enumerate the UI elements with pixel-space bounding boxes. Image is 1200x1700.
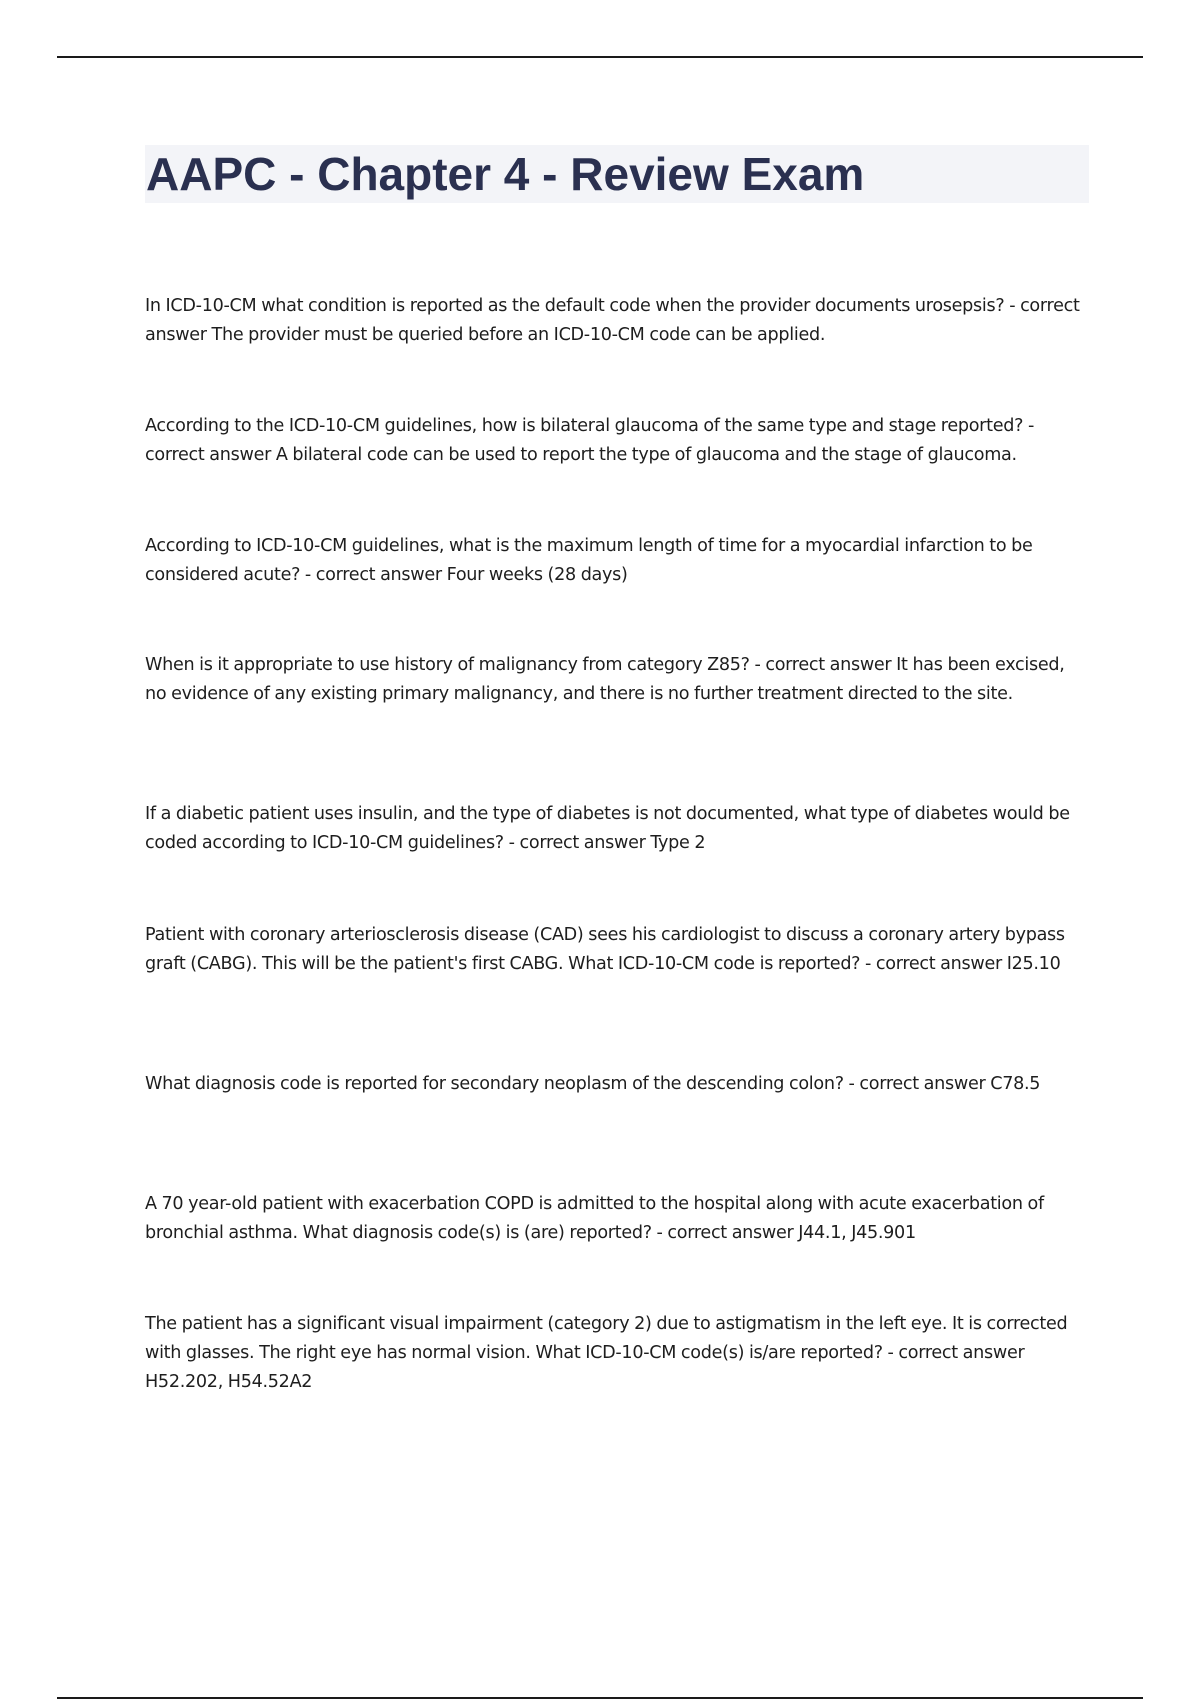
answer-text: C78.5 xyxy=(990,1074,1041,1094)
qa-item-3: According to ICD-10-CM guidelines, what is the maximum length of time for a myocardial infarction to be considered acute? - correct answer Four weeks (28 days) xyxy=(145,536,1033,585)
answer-label: correct answer xyxy=(898,1343,1025,1363)
top-divider xyxy=(57,56,1143,58)
answer-text: H52.202, H54.52A2 xyxy=(145,1372,313,1392)
answer-label: correct answer xyxy=(875,954,1002,974)
qa-item-2: According to the ICD-10-CM guidelines, how is bilateral glaucoma of the same type and stage reported? - correct answer A bilateral code can be used to report the type of glaucoma and the stage of glaucoma. xyxy=(145,416,1034,465)
answer-label: correct answer xyxy=(859,1074,986,1094)
answer-label: correct answer xyxy=(667,1223,794,1243)
qa-item-5: If a diabetic patient uses insulin, and the type of diabetes is not documented, what type of diabetes would be coded according to ICD-10-CM guidelines? - correct answer Type 2 xyxy=(145,804,1070,853)
answer-label: correct answer xyxy=(315,565,442,585)
answer-text: I25.10 xyxy=(1006,954,1061,974)
qa-item-9: The patient has a significant visual impairment (category 2) due to astigmatism in the left eye. It is corrected with glasses. The right eye has normal vision. What ICD-10-CM code(s) is/are reported? - correct answer H52.202, H54.52A2 xyxy=(145,1314,1068,1392)
document-title: AAPC - Chapter 4 - Review Exam xyxy=(146,148,865,200)
answer-text: It has been excised, no evidence of any existing primary malignancy, and there is no further treatment directed to the site. xyxy=(145,655,1065,704)
answer-text: A bilateral code can be used to report the type of glaucoma and the stage of glaucoma. xyxy=(275,445,1017,465)
answer-text: Four weeks (28 days) xyxy=(446,565,628,585)
qa-item-1: In ICD-10-CM what condition is reported as the default code when the provider documents urosepsis? - correct answer The provider must be queried before an ICD-10-CM code can be applied. xyxy=(145,296,1080,345)
answer-label: correct answer xyxy=(765,655,892,675)
question-text: A 70 year-old patient with exacerbation COPD is admitted to the hospital along with acute exacerbation of bronchial asthma. What diagnosis code(s) is (are) reported? xyxy=(145,1194,1044,1243)
question-text: The patient has a significant visual impairment (category 2) due to astigmatism in the left eye. It is corrected with glasses. The right eye has normal vision. What ICD-10-CM code(s) is/are reported? xyxy=(145,1314,1068,1363)
bottom-divider xyxy=(57,1697,1143,1699)
answer-label: correct answer xyxy=(145,296,1080,345)
qa-item-4: When is it appropriate to use history of malignancy from category Z85? - correct answer It has been excised, no evidence of any existing primary malignancy, and there is no further treatment directed to the site. xyxy=(145,655,1065,704)
question-text: In ICD-10-CM what condition is reported as the default code when the provider documents urosepsis? xyxy=(145,296,1005,316)
answer-text: J44.1, J45.901 xyxy=(798,1223,916,1243)
answer-text: Type 2 xyxy=(650,833,706,853)
question-text: Patient with coronary arteriosclerosis disease (CAD) sees his cardiologist to discuss a coronary artery bypass graft (CABG). This will be the patient's first CABG. What ICD-10-CM code is reported? xyxy=(145,925,1065,974)
answer-text: The provider must be queried before an ICD-10-CM code can be applied. xyxy=(211,325,826,345)
answer-label: correct answer xyxy=(519,833,646,853)
question-text: If a diabetic patient uses insulin, and the type of diabetes is not documented, what type of diabetes would be coded according to ICD-10-CM guidelines? xyxy=(145,804,1070,853)
question-text: According to the ICD-10-CM guidelines, how is bilateral glaucoma of the same type and stage reported? xyxy=(145,416,1024,436)
qa-item-6: Patient with coronary arteriosclerosis disease (CAD) sees his cardiologist to discuss a coronary artery bypass graft (CABG). This will be the patient's first CABG. What ICD-10-CM code is reported? - correct answer I25.10 xyxy=(145,925,1065,974)
qa-item-8: A 70 year-old patient with exacerbation COPD is admitted to the hospital along with acute exacerbation of bronchial asthma. What diagnosis code(s) is (are) reported? - correct answer J44.1, J45.901 xyxy=(145,1194,1044,1243)
answer-label: correct answer xyxy=(145,445,272,465)
qa-item-7: What diagnosis code is reported for secondary neoplasm of the descending colon? - correct answer C78.5 xyxy=(145,1074,1041,1094)
question-text: When is it appropriate to use history of malignancy from category Z85? xyxy=(145,655,750,675)
question-text: According to ICD-10-CM guidelines, what is the maximum length of time for a myocardial infarction to be considered acute? xyxy=(145,536,1033,585)
question-text: What diagnosis code is reported for secondary neoplasm of the descending colon? xyxy=(145,1074,844,1094)
